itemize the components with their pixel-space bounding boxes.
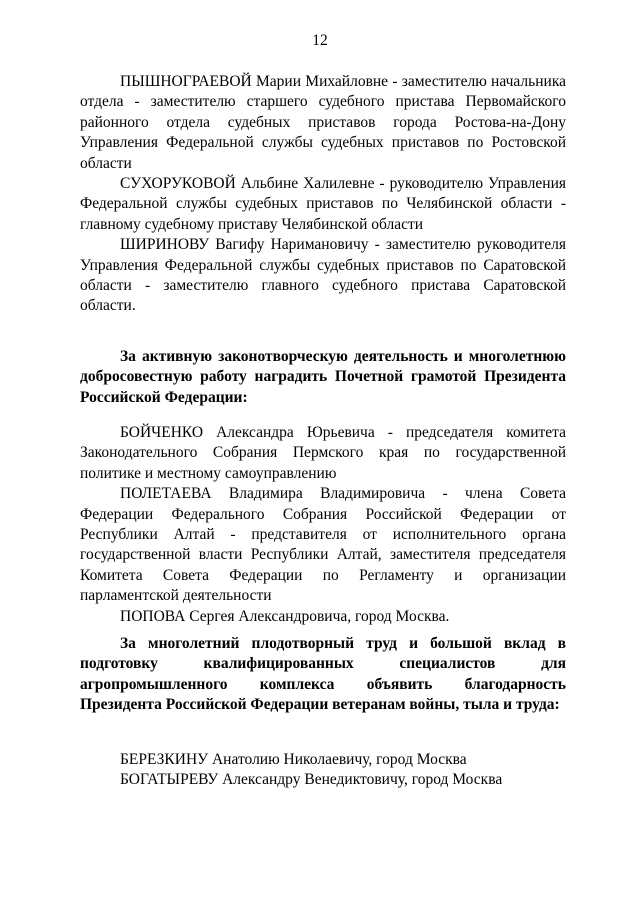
section-heading: За активную законотворческую деятельность и многолетнюю добросовестную работу наградить Почетной грамотой Президента Российской Федерации: <box>80 348 566 406</box>
award-entry-berezkin: БЕРЕЗКИНУ Анатолию Николаевичу, город Москва <box>120 751 467 768</box>
award-entry-sukhorukova: СУХОРУКОВОЙ Альбине Халилевне - руководителю Управления Федеральной службы судебных приставов по Челябинской области - главному судебному приставу Челябинской области <box>80 175 566 233</box>
award-entry-bogatyrev: БОГАТЫРЕВУ Александру Венедиктовичу, город Москва <box>120 771 503 789</box>
award-entry-popov: ПОПОВА Сергея Александровича, город Москва. <box>120 607 450 625</box>
section-3 <box>80 634 566 716</box>
page-number: 12 <box>312 32 328 49</box>
award-entry-boychenko: БОЙЧЕНКО Александра Юрьевича - председателя комитета Законодательного Собрания Пермского края по государственной политике и местному самоуправлению <box>80 424 566 482</box>
award-entry-shirinov: ШИРИНОВУ Вагифу Наримановичу - заместителю руководителя Управления Федеральной службы судебных приставов по Саратовской области - заместителю главного судебного пристава Саратовской области. <box>80 236 566 315</box>
award-entry-poletaev: ПОЛЕТАЕВА Владимира Владимировича - члена Совета Федерации Федерального Собрания Российской Федерации от Республики Алтай - представителя от исполнительного органа государственной власти Республики Алтай, заместителя председателя Комитета Совета Федерации по Регламенту и организации парламентской деятельности <box>80 485 566 605</box>
section-2-list <box>80 423 566 627</box>
award-entry-pyshnograeva: ПЫШНОГРАЕВОЙ Марии Михайловне - заместителю начальника отдела - заместителю старшего судебного пристава Первомайского районного отдела судебных приставов города Ростова-на-Дону Управления Федеральной службы судебных приставов по Ростовской области <box>80 73 566 172</box>
section-heading: За многолетний плодотворный труд и большой вклад в подготовку квалифицированных специалистов для агропромышленного комплекса объявить благодарность Президента Российской Федерации ветеранам войны, тыла и труда: <box>80 635 566 714</box>
section-1 <box>80 72 566 317</box>
section-3-list <box>80 750 566 791</box>
section-2 <box>80 347 566 408</box>
